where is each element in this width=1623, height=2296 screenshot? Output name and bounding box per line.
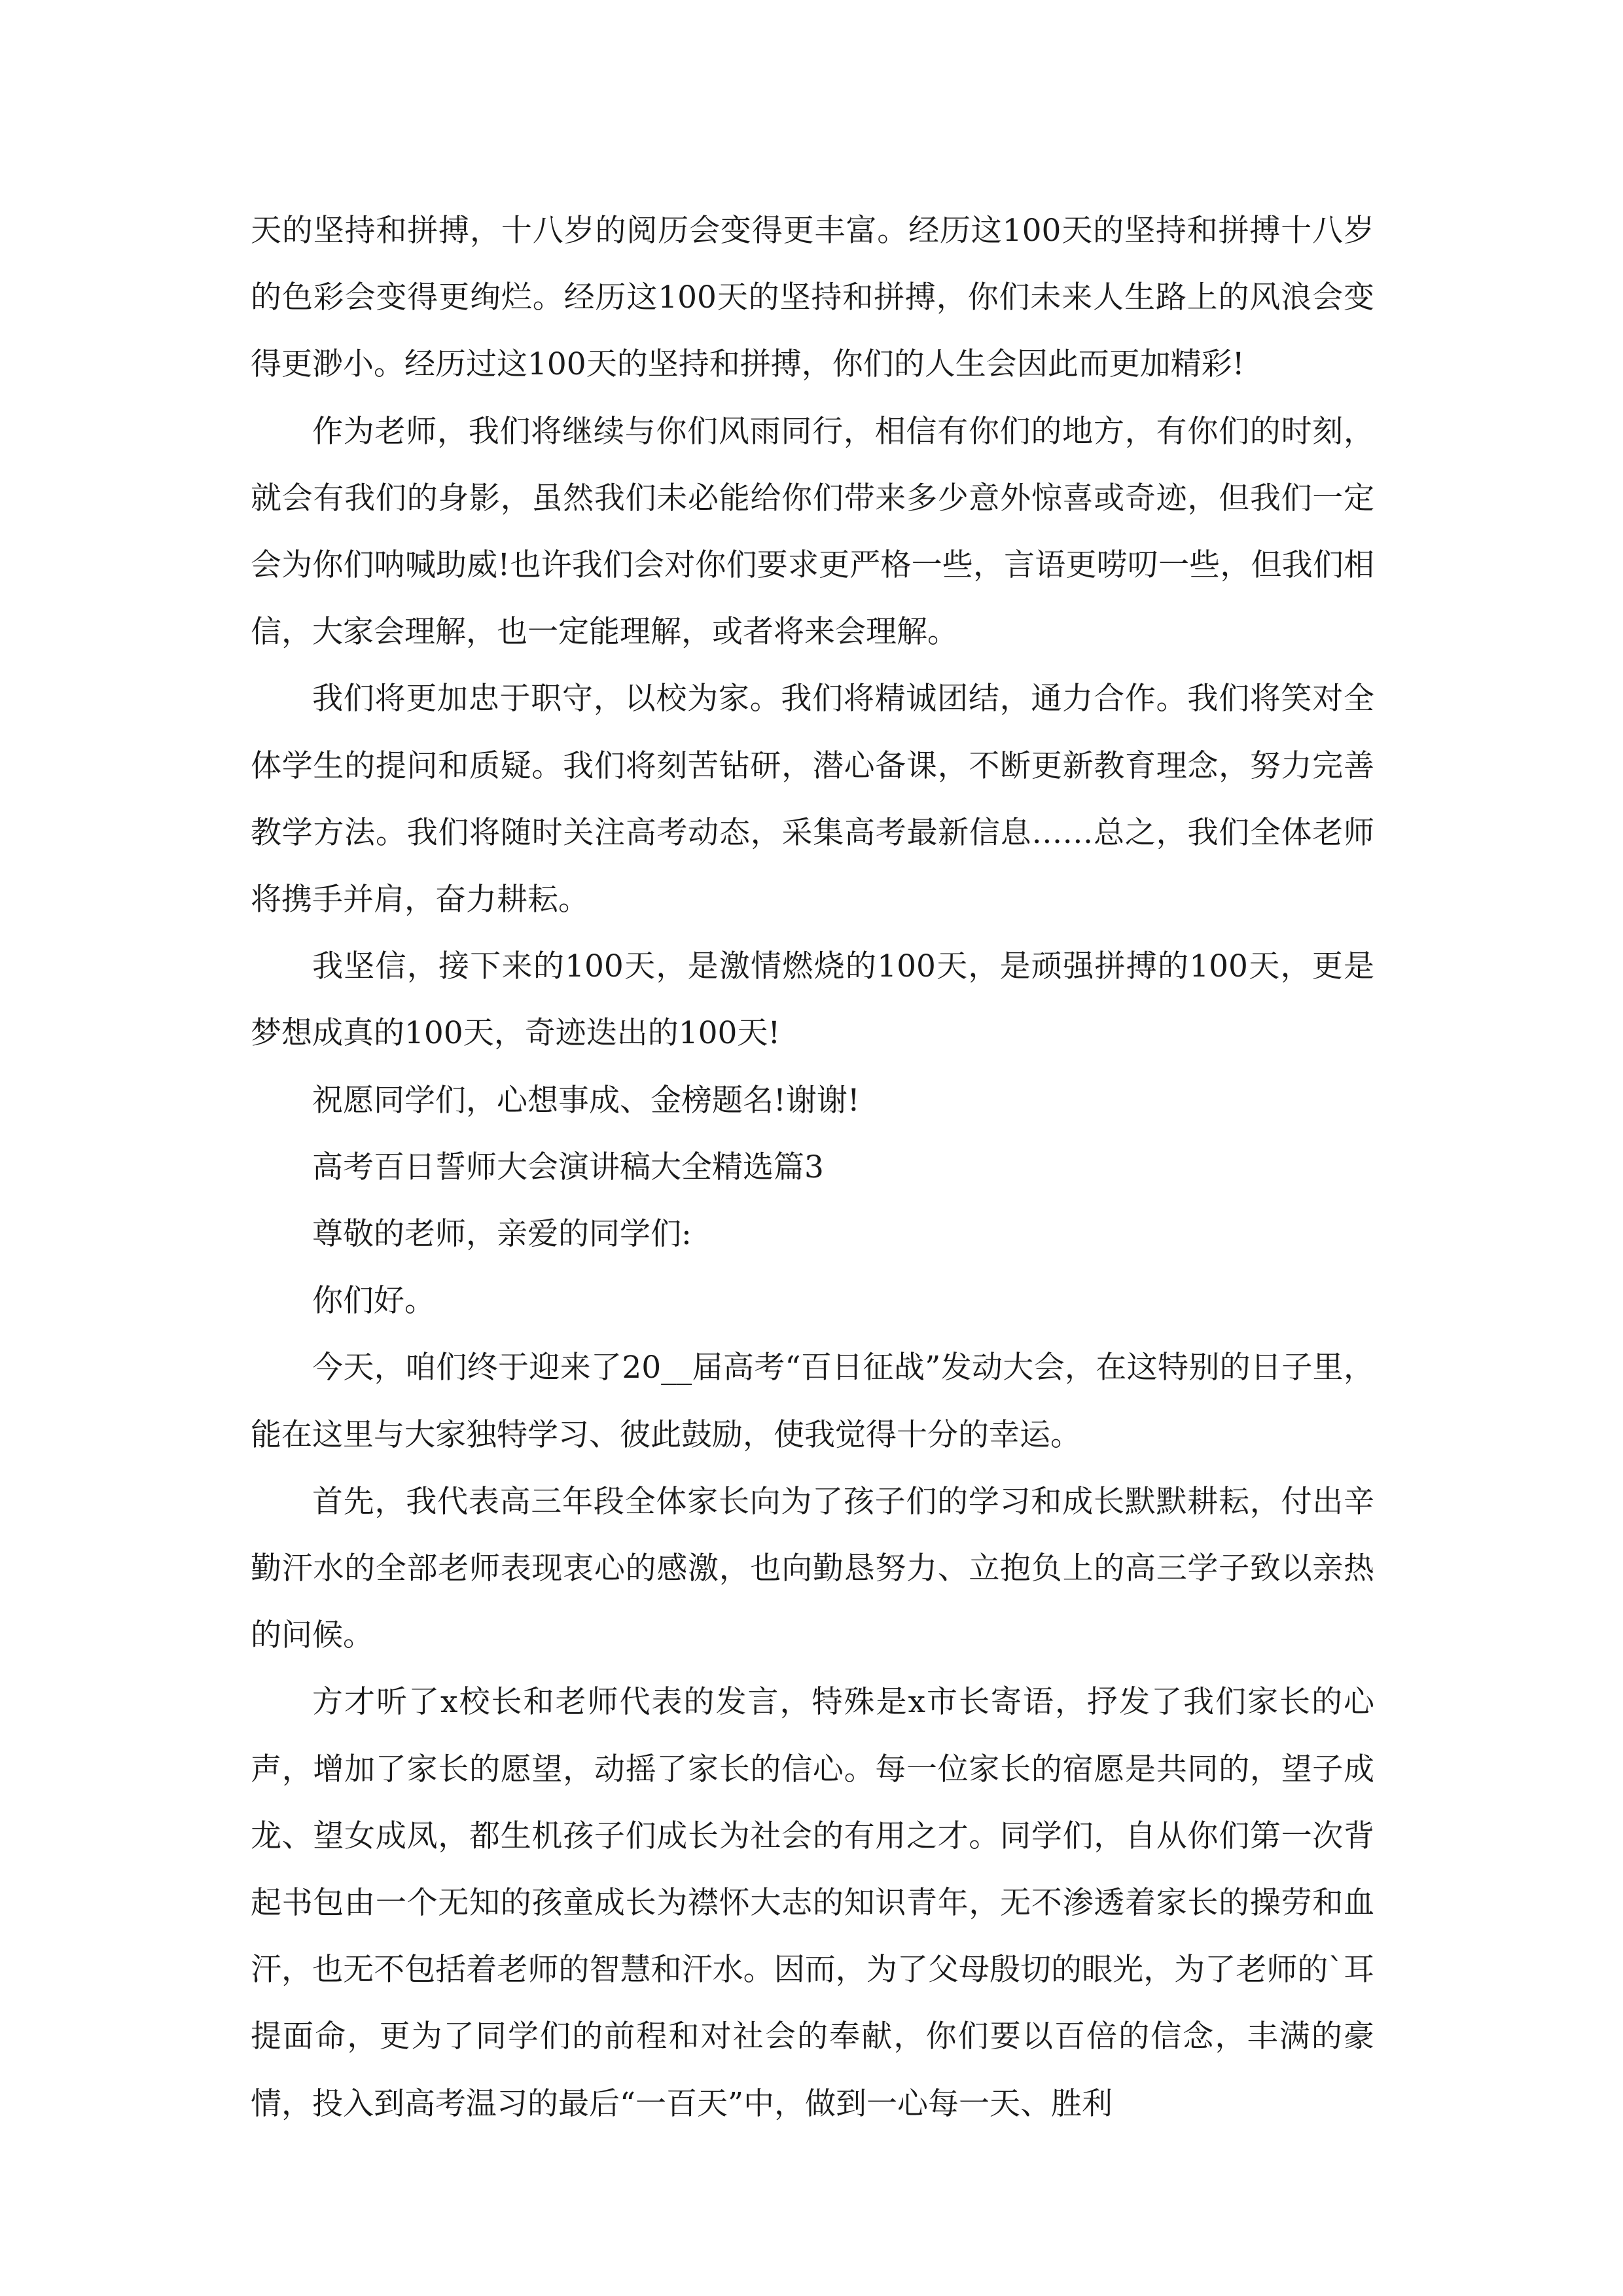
- paragraph-wishes: 祝愿同学们，心想事成、金榜题名!谢谢!: [312, 1082, 860, 1119]
- paragraph-teachers-commitment: 作为老师，我们将继续与你们风雨同行，相信有你们的地方，有你们的时刻，就会有我们的身影，虽然我们未必能给你们带来多少意外惊喜或奇迹，但我们一定会为你们呐喊助威!也许我们会对你们要求更严格一些，言语更唠叨一些，但我们相信，大家会理解，也一定能理解，或者将来会理解。: [251, 413, 1374, 651]
- greeting: 你们好。: [312, 1283, 435, 1319]
- document-body: [251, 198, 1374, 2138]
- paragraph-teachers-pledge: 我们将更加忠于职守，以校为家。我们将精诚团结，通力合作。我们将笑对全体学生的提问和质疑。我们将刻苦钻研，潜心备课，不断更新教育理念，努力完善教学方法。我们将随时关注高考动态，采集高考最新信息……总之，我们全体老师将携手并肩，奋力耕耘。: [251, 681, 1374, 918]
- salutation: 尊敬的老师，亲爱的同学们:: [312, 1216, 692, 1253]
- paragraph-belief: 我坚信，接下来的100天，是激情燃烧的100天，是顽强拼搏的100天，更是梦想成真的100天，奇迹迭出的100天!: [251, 948, 1374, 1052]
- paragraph-opening: 今天，咱们终于迎来了20__届高考“百日征战”发动大会，在这特别的日子里，能在这里与大家独特学习、彼此鼓励，使我觉得十分的幸运。: [251, 1350, 1374, 1453]
- section-heading: 高考百日誓师大会演讲稿大全精选篇3: [312, 1149, 824, 1185]
- paragraph-gratitude: 首先，我代表高三年段全体家长向为了孩子们的学习和成长默默耕耘，付出辛勤汗水的全部老师表现衷心的感激，也向勤恳努力、立抱负上的高三学子致以亲热的问候。: [251, 1483, 1374, 1654]
- paragraph-parents-hope: 方才听了x校长和老师代表的发言，特殊是x市长寄语，抒发了我们家长的心声，增加了家长的愿望，动摇了家长的信心。每一位家长的宿愿是共同的，望子成龙、望女成凤，都生机孩子们成长为社会的有用之才。同学们，自从你们第一次背起书包由一个无知的孩童成长为襟怀大志的知识青年，无不渗透着家长的操劳和血汗，也无不包括着老师的智慧和汗水。因而，为了父母殷切的眼光，为了老师的`耳提面命，更为了同学们的前程和对社会的奉献，你们要以百倍的信念，丰满的豪情，投入到高考温习的最后“一百天”中，做到一心每一天、胜利: [251, 1684, 1374, 2122]
- paragraph-continuation: 天的坚持和拼搏，十八岁的阅历会变得更丰富。经历这100天的坚持和拼搏十八岁的色彩会变得更绚烂。经历这100天的坚持和拼搏，你们未来人生路上的风浪会变得更渺小。经历过这100天的坚持和拼搏，你们的人生会因此而更加精彩!: [251, 213, 1374, 383]
